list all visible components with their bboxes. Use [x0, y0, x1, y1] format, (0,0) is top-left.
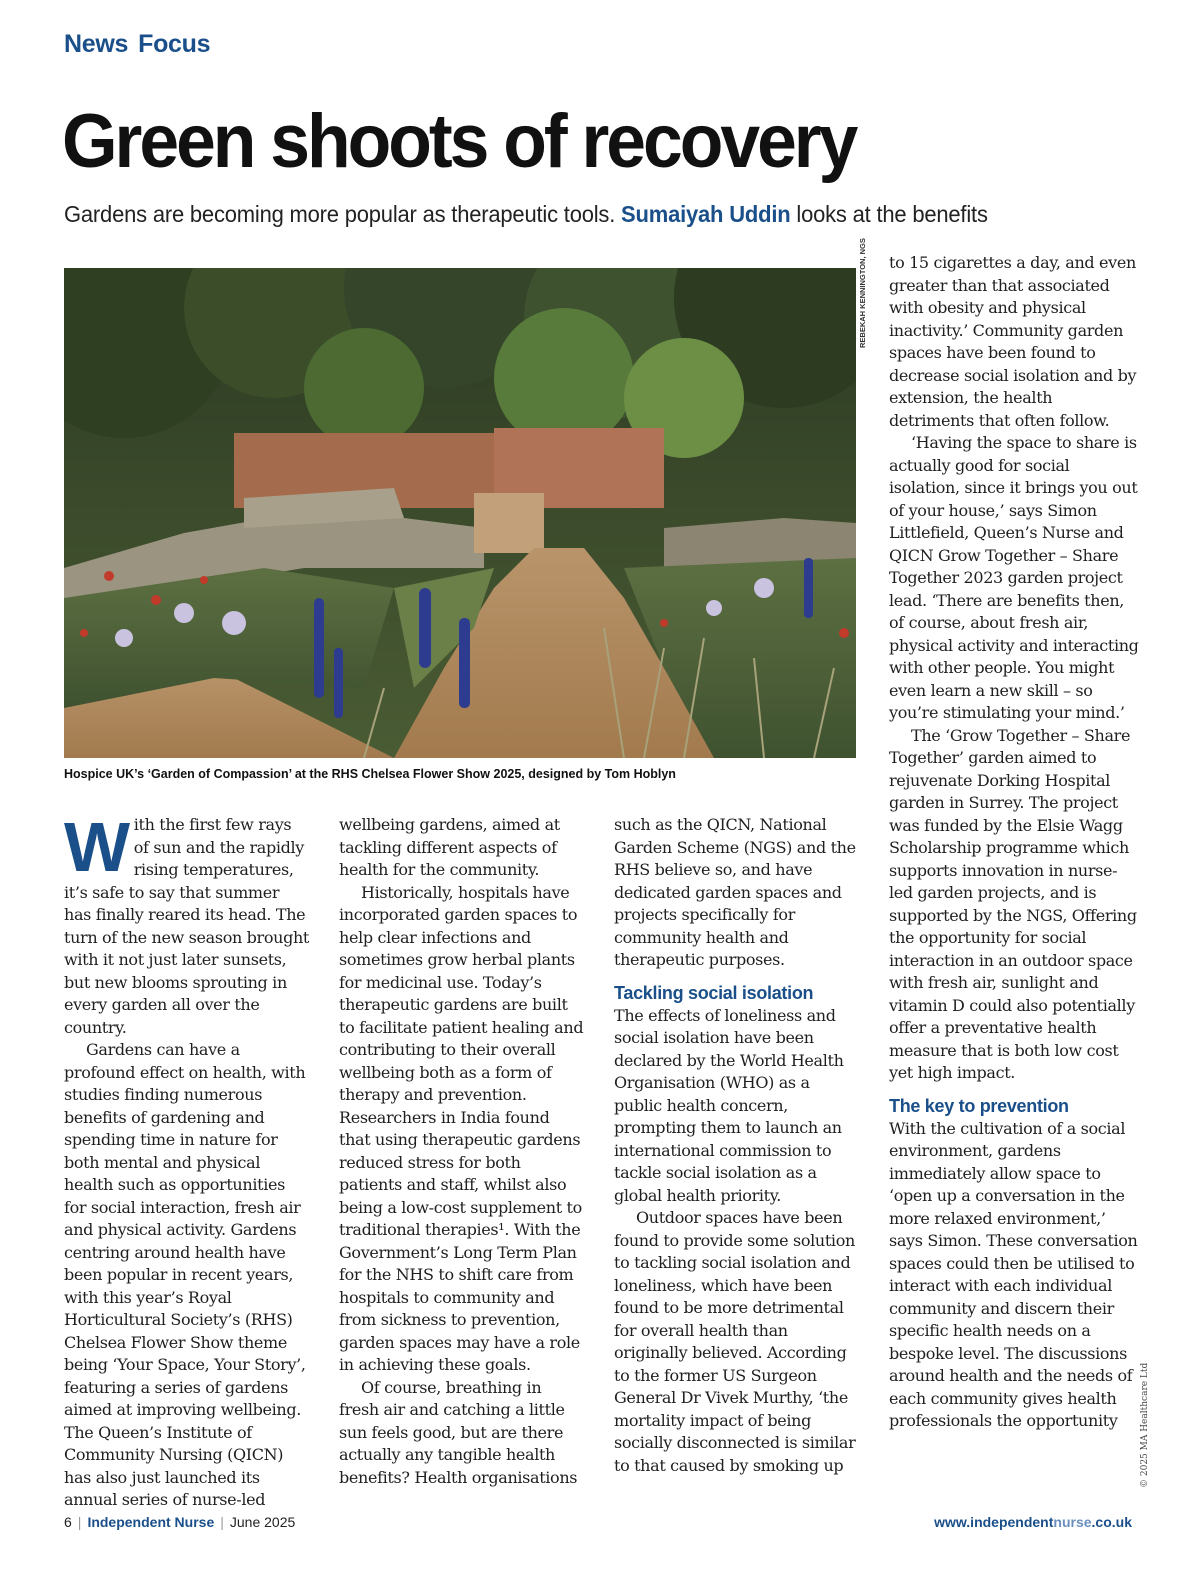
- paragraph: The effects of loneliness and social isolation have been declared by the World Health Organisation (WHO) as a public health concern, prompting them to launch an international commission to tackle social isolation as a global health priority.: [614, 1005, 844, 1205]
- subheading-key-to-prevention: The key to prevention: [889, 1095, 1069, 1116]
- paragraph: Of course, breathing in fresh air and catching a little sun feels good, but are there actually any tangible health benefits? Health organisations: [339, 1377, 578, 1487]
- headline: Green shoots of recovery: [62, 99, 856, 184]
- issue-date: June 2025: [229, 1514, 296, 1530]
- footer-folio: 6 | Independent Nurse | June 2025: [64, 1514, 296, 1530]
- section-focus: Focus: [138, 30, 211, 58]
- page-number: 6: [64, 1514, 72, 1530]
- section-news: News: [64, 30, 129, 58]
- paragraph: ith the first few rays of sun and the rapidly rising temperatures, it’s safe to say that summer has finally reared its head. The turn of the new season brought with it not just later sunsets, but new blooms sprouting in every garden all over the country.: [64, 815, 310, 1037]
- article-column-1: [64, 808, 310, 1512]
- publication-name: Independent Nurse: [87, 1514, 215, 1530]
- paragraph: to 15 cigarettes a day, and even greater than that associated with obesity and physical inactivity.’ Community garden spaces have been found to decrease social isolation and by extension, the health detriments that often follow.: [889, 253, 1137, 430]
- standfirst-text-after: looks at the benefits: [790, 201, 988, 227]
- section-label: [64, 30, 220, 59]
- paragraph: wellbeing gardens, aimed at tackling different aspects of health for the community.: [339, 815, 560, 879]
- article-column-3: [614, 814, 860, 1477]
- paragraph: ‘Having the space to share is actually good for social isolation, since it brings you out of your house,’ says Simon Littlefield, Queen’s Nurse and QICN Grow Together – Share Together 2023 garden project lead. ‘There are benefits then, of course, about fresh air, physical activity and interacting with other people. You might even learn a new skill – so you’re stimulating your mind.’: [889, 433, 1139, 722]
- standfirst: [64, 201, 988, 228]
- author-name: Sumaiyah Uddin: [621, 201, 791, 227]
- copyright-notice: © 2025 MA Healthcare Ltd: [1140, 1362, 1150, 1488]
- website-url[interactable]: www.independentnurse.co.uk: [934, 1514, 1132, 1530]
- paragraph: The ‘Grow Together – Share Together’ garden aimed to rejuvenate Dorking Hospital garden in Surrey. The project was funded by the Elsie Wagg Scholarship programme which supports innovation in nurse-led garden projects, and is supported by the NGS, Offering the opportunity for social interaction in an outdoor space with fresh air, sunlight and vitamin D could also potentially offer a preventative health measure that is both low cost yet high impact.: [889, 725, 1137, 1082]
- garden-photo: [64, 268, 856, 758]
- paragraph: Outdoor spaces have been found to provide some solution to tackling social isolation and loneliness, which have been found to be more detrimental for overall health than originally believed. According to the former US Surgeon General Dr Vivek Murthy, ‘the mortality impact of being socially disconnected is similar to that caused by smoking up: [614, 1208, 856, 1475]
- article-column-4: [889, 252, 1139, 1433]
- paragraph: Historically, hospitals have incorporated garden spaces to help clear infections and sometimes grow herbal plants for medicinal use. Today’s therapeutic gardens are built to facilitate patient healing and contributing to their overall wellbeing both as a form of therapy and prevention. Researchers in India found that using therapeutic gardens reduced stress for both patients and staff, whilst also being a low-cost supplement to traditional therapies¹. With the Government’s Long Term Plan for the NHS to shift care from hospitals to community and from sickness to prevention, garden spaces may have a role in achieving these goals.: [339, 882, 584, 1374]
- photo-caption: Hospice UK’s ‘Garden of Compassion’ at the RHS Chelsea Flower Show 2025, designed by Tom Hoblyn: [64, 767, 676, 781]
- paragraph: Gardens can have a profound effect on health, with studies finding numerous benefits of gardening and spending time in nature for both mental and physical health such as opportunities for social interaction, fresh air and physical activity. Gardens centring around health have been popular in recent years, with this year’s Royal Horticultural Society’s (RHS) Chelsea Flower Show theme being ‘Your Space, Your Story’, featuring a series of gardens aimed at improving wellbeing. The Queen’s Institute of Community Nursing (QICN) has also just launched its annual series of nurse-led: [64, 1040, 306, 1509]
- photo-credit: REBEKAH KENNINGTON, NGS: [858, 238, 867, 348]
- standfirst-text-before: Gardens are becoming more popular as therapeutic tools.: [64, 201, 622, 227]
- drop-cap: W: [64, 808, 130, 886]
- article-column-2: [339, 814, 585, 1489]
- paragraph: such as the QICN, National Garden Scheme (NGS) and the RHS believe so, and have dedicated garden spaces and projects specifically for community health and therapeutic purposes.: [614, 815, 856, 969]
- paragraph: With the cultivation of a social environment, gardens immediately allow space to ‘open up a conversation in the more relaxed environment,’ says Simon. These conversation spaces could then be utilised to interact with each individual community and discern their specific health needs on a bespoke level. The discussions around health and the needs of each community gives health professionals the opportunity: [889, 1118, 1138, 1430]
- subheading-social-isolation: Tackling social isolation: [614, 982, 814, 1003]
